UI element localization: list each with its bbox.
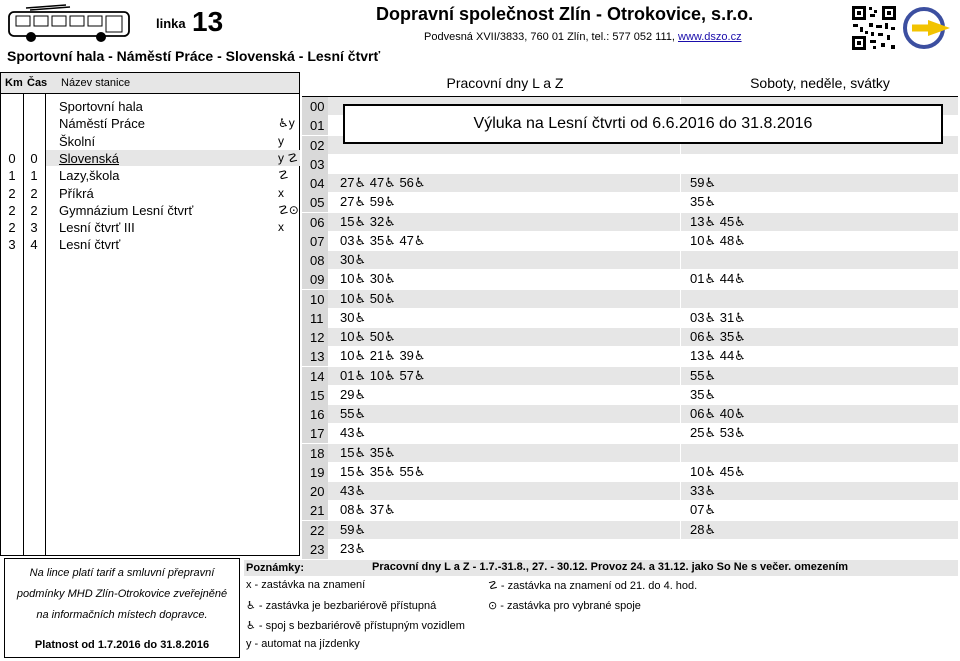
stop-name: Slovenská xyxy=(59,150,119,166)
weekday-departures: 10♿ 50♿ xyxy=(340,329,396,344)
hour-cell: 00 xyxy=(302,97,328,116)
legend-item: ♿ - zastávka je bezbariérově přístupná xyxy=(246,600,437,612)
timetable-row xyxy=(302,232,958,251)
hour-cell: 14 xyxy=(302,367,328,386)
weekday-departures: 55♿ xyxy=(340,406,367,421)
trolleybus-icon xyxy=(6,4,132,44)
stop-km: 2 xyxy=(8,220,16,236)
weekday-departures: 15♿ 35♿ 55♿ xyxy=(340,463,426,479)
weekend-departures: 03♿ 31♿ xyxy=(690,309,746,325)
timetable-row xyxy=(302,290,958,309)
stop-km: 2 xyxy=(8,185,16,201)
weekday-departures: 29♿ xyxy=(340,386,367,402)
stop-name: Školní xyxy=(59,133,96,149)
stop-name: Gymnázium Lesní čtvrť xyxy=(59,202,194,218)
hour-cell: 20 xyxy=(302,482,328,501)
weekend-departures: 35♿ xyxy=(690,194,717,210)
legend-item: ♿ - spoj s bezbariérově přístupným vozidlem xyxy=(246,620,465,632)
stop-flags: x xyxy=(278,185,284,200)
timetable-row xyxy=(302,501,958,520)
weekend-departures: 13♿ 45♿ xyxy=(690,213,746,229)
stop-name: Náměstí Práce xyxy=(59,116,145,132)
tariff-note-line: Na lince platí tarif a smluvní přepravní xyxy=(29,567,215,579)
tariff-note-line: podmínky MHD Zlín-Otrokovice zveřejněné xyxy=(16,588,228,600)
company-name: Dopravní společnost Zlín - Otrokovice, s.r.o. xyxy=(376,4,754,24)
legend-item: ☡ - zastávka na znamení od 21. do 4. hod. xyxy=(488,580,698,592)
weekday-departures: 27♿ 59♿ xyxy=(340,194,396,210)
company-address-line xyxy=(424,31,742,43)
column-divider xyxy=(680,97,681,557)
weekday-departures: 03♿ 35♿ 47♿ xyxy=(340,232,426,248)
timetable-row xyxy=(302,309,958,328)
timetable-row xyxy=(302,540,958,559)
timetable-row xyxy=(302,193,958,212)
weekend-departures: 07♿ xyxy=(690,502,717,518)
legend-item: x - zastávka na znamení xyxy=(246,579,366,591)
hour-cell: 06 xyxy=(302,213,328,232)
stop-flags: ☡⊙ xyxy=(278,202,299,217)
weekend-departures: 55♿ xyxy=(690,367,717,383)
timetable-rows xyxy=(302,97,958,577)
stops-panel xyxy=(0,94,300,556)
timetable-row xyxy=(302,270,958,289)
stop-name: Lazy,škola xyxy=(59,168,120,184)
hour-cell: 09 xyxy=(302,270,328,289)
stops-header xyxy=(0,72,300,94)
stop-time: 3 xyxy=(30,220,38,236)
stop-time: 0 xyxy=(30,150,38,166)
cas-header: Čas xyxy=(27,77,48,89)
header xyxy=(0,0,960,70)
validity-text: Platnost od 1.7.2016 do 31.8.2016 xyxy=(34,639,210,651)
weekend-departures: 59♿ xyxy=(690,175,717,190)
weekend-departures: 35♿ xyxy=(690,386,717,402)
weekend-departures: 06♿ 35♿ xyxy=(690,329,746,344)
weekend-column-title: Soboty, neděle, svátky xyxy=(750,75,890,91)
hour-cell: 18 xyxy=(302,444,328,463)
stop-name: Příkrá xyxy=(59,185,94,201)
weekday-departures: 10♿ 30♿ xyxy=(340,271,396,287)
km-header: Km xyxy=(5,77,23,89)
qr-code-icon xyxy=(851,5,897,51)
route-title: Sportovní hala - Náměstí Práce - Slovenská - Lesní čtvrť xyxy=(7,48,381,64)
hour-cell: 05 xyxy=(302,193,328,212)
stop-km: 0 xyxy=(8,150,16,166)
weekend-column-header xyxy=(680,72,960,94)
hour-cell: 02 xyxy=(302,136,328,155)
timetable-row xyxy=(302,444,958,463)
stop-time: 2 xyxy=(30,202,38,218)
timetable-row xyxy=(302,328,958,347)
weekend-departures: 06♿ 40♿ xyxy=(690,406,746,421)
notes-validity: Pracovní dny L a Z - 1.7.-31.8., 27. - 30.12. Provoz 24. a 31.12. jako So Ne s večer. omezením xyxy=(372,561,849,573)
line-label: linka xyxy=(156,16,186,31)
timetable-row xyxy=(302,155,958,174)
stop-km: 2 xyxy=(8,202,16,218)
company-website-link[interactable]: www.dszo.cz xyxy=(678,31,742,43)
weekday-departures: 15♿ 32♿ xyxy=(340,213,396,229)
timetable-grid xyxy=(302,96,958,558)
weekend-departures: 28♿ xyxy=(690,521,717,537)
weekend-departures: 13♿ 44♿ xyxy=(690,348,746,364)
hour-cell: 04 xyxy=(302,174,328,193)
weekday-departures: 23♿ xyxy=(340,540,367,556)
stop-flags: ♿y xyxy=(278,116,295,131)
weekday-departures: 10♿ 21♿ 39♿ xyxy=(340,348,426,364)
stop-flags: x xyxy=(278,220,284,235)
hour-cell: 10 xyxy=(302,290,328,309)
timetable-row xyxy=(302,405,958,424)
timetable-row xyxy=(302,367,958,386)
weekday-column-header xyxy=(300,72,680,94)
notes-section xyxy=(244,558,958,658)
stop-name: Sportovní hala xyxy=(59,99,143,114)
hour-cell: 11 xyxy=(302,309,328,328)
stop-km: 1 xyxy=(8,168,16,184)
hour-cell: 12 xyxy=(302,328,328,347)
stop-flags: ☡ xyxy=(278,168,289,183)
hour-cell: 16 xyxy=(302,405,328,424)
hour-cell: 22 xyxy=(302,521,328,540)
hour-cell: 15 xyxy=(302,386,328,405)
stops-list xyxy=(1,98,301,558)
weekday-departures: 30♿ xyxy=(340,309,367,325)
stop-km: 3 xyxy=(8,237,16,253)
hour-cell: 21 xyxy=(302,501,328,520)
company-address: Podvesná XVII/3833, 760 01 Zlín, tel.: 577 052 111, xyxy=(424,31,678,43)
timetable-row xyxy=(302,463,958,482)
weekend-departures: 25♿ 53♿ xyxy=(690,425,746,441)
weekday-departures: 59♿ xyxy=(340,521,367,537)
stop-time: 4 xyxy=(30,237,38,253)
notice-box xyxy=(343,104,943,144)
tariff-note-line: na informačních místech dopravce. xyxy=(36,609,208,621)
weekday-departures: 30♿ xyxy=(340,252,367,267)
stop-time: 1 xyxy=(30,168,38,184)
stop-flags: y xyxy=(278,133,284,148)
hour-cell: 01 xyxy=(302,116,328,135)
stop-name: Lesní čtvrť xyxy=(59,237,121,253)
stop-flags: y ☡ xyxy=(278,150,299,165)
timetable-row xyxy=(302,251,958,270)
stop-time: 2 xyxy=(30,185,38,201)
stop-name: Lesní čtvrť III xyxy=(59,220,135,236)
weekday-departures: 01♿ 10♿ 57♿ xyxy=(340,367,426,383)
timetable-row xyxy=(302,482,958,501)
timetable-row xyxy=(302,424,958,443)
timetable-row xyxy=(302,213,958,232)
timetable-row xyxy=(302,386,958,405)
weekday-column-title: Pracovní dny L a Z xyxy=(446,75,564,91)
weekend-departures: 33♿ xyxy=(690,483,717,498)
weekday-departures: 15♿ 35♿ xyxy=(340,444,396,460)
weekend-departures: 10♿ 48♿ xyxy=(690,232,746,248)
company-logo-icon xyxy=(902,6,954,50)
hour-cell: 13 xyxy=(302,347,328,366)
hour-cell: 03 xyxy=(302,155,328,174)
weekend-departures: 10♿ 45♿ xyxy=(690,463,746,479)
timetable-row xyxy=(302,174,958,193)
weekend-departures: 01♿ 44♿ xyxy=(690,271,746,287)
weekday-departures: 43♿ xyxy=(340,483,367,498)
weekday-departures: 10♿ 50♿ xyxy=(340,290,396,306)
legend-item: ⊙ - zastávka pro vybrané spoje xyxy=(488,600,641,612)
hour-cell: 19 xyxy=(302,463,328,482)
weekday-departures: 27♿ 47♿ 56♿ xyxy=(340,175,426,190)
hour-cell: 08 xyxy=(302,251,328,270)
stop-name-header: Název stanice xyxy=(61,77,131,89)
hour-cell: 07 xyxy=(302,232,328,251)
notes-title: Poznámky: xyxy=(246,562,305,574)
weekday-departures: 08♿ 37♿ xyxy=(340,502,396,518)
hour-cell: 17 xyxy=(302,424,328,443)
timetable-row xyxy=(302,347,958,366)
tariff-note-box xyxy=(4,558,240,658)
legend-item: y - automat na jízdenky xyxy=(246,638,360,650)
line-number: 13 xyxy=(192,6,224,37)
notice-text: Výluka na Lesní čtvrti od 6.6.2016 do 31.8.2016 xyxy=(473,115,813,132)
timetable-row xyxy=(302,521,958,540)
hour-cell: 23 xyxy=(302,540,328,559)
weekday-departures: 43♿ xyxy=(340,425,367,441)
